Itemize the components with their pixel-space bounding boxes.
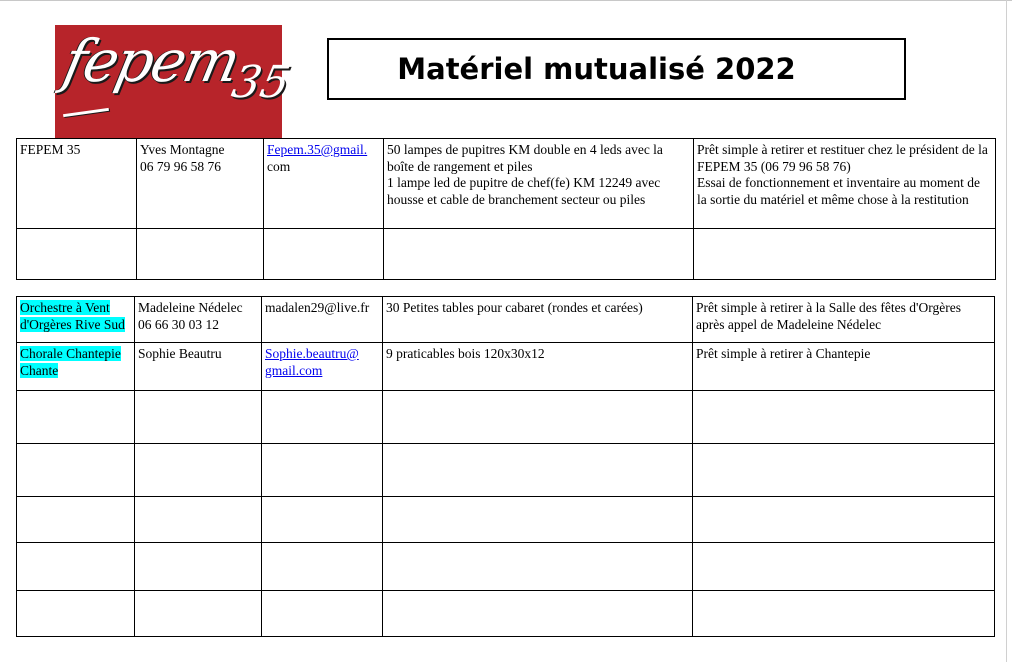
email-link[interactable]: Sophie.beautru@ xyxy=(265,346,359,361)
table-row-empty xyxy=(17,444,995,497)
email-link-continuation[interactable]: gmail.com xyxy=(265,362,323,378)
email-cell xyxy=(262,343,383,391)
material-cell xyxy=(383,343,693,391)
contact-name: Yves Montagne xyxy=(140,142,225,157)
org-name: FEPEM 35 xyxy=(20,142,81,157)
contact-name: Sophie Beautru xyxy=(138,346,222,361)
table-row xyxy=(17,297,995,343)
table-row xyxy=(17,343,995,391)
table-row-empty xyxy=(17,391,995,444)
org-cell xyxy=(17,297,135,343)
conditions-line: Essai de fonctionnement et inventaire au moment de la sortie du matériel et même chose à la restitution xyxy=(697,175,981,207)
contact-phone: 06 79 96 58 76 xyxy=(140,158,221,174)
conditions-line: Prêt simple à retirer et restituer chez le président de la FEPEM 35 (06 79 96 58 76) xyxy=(697,142,988,174)
material-cell xyxy=(383,297,693,343)
material-line: 50 lampes de pupitres KM double en 4 leds avec la boîte de rangement et piles xyxy=(387,142,663,174)
conditions-cell xyxy=(693,297,995,343)
table-row xyxy=(17,139,996,229)
email-cell xyxy=(264,139,384,229)
logo-number: 35 xyxy=(227,57,295,108)
title-box xyxy=(327,38,906,100)
table-row-empty xyxy=(17,229,996,280)
conditions-cell xyxy=(694,139,996,229)
email-text: madalen29@live.fr xyxy=(265,300,370,315)
email-cell xyxy=(262,297,383,343)
conditions-line: Prêt simple à retirer à Chantepie xyxy=(696,346,871,361)
material-line: 1 lampe led de pupitre de chef(fe) KM 12249 avec housse et cable de branchement secteur ou piles xyxy=(387,175,661,207)
page-title: Matériel mutualisé 2022 xyxy=(397,52,796,86)
conditions-line: Prêt simple à retirer à la Salle des fêtes d'Orgères après appel de Madeleine Nédelec xyxy=(696,300,961,332)
fepem-logo xyxy=(55,25,295,138)
table-row-empty xyxy=(17,543,995,591)
org-name: Chorale Chantepie Chante xyxy=(20,346,121,378)
logo-wordmark: fepem xyxy=(57,27,245,95)
org-cell xyxy=(17,343,135,391)
email-continuation: com xyxy=(267,158,291,174)
contact-name: Madeleine Nédelec xyxy=(138,300,243,315)
conditions-cell xyxy=(693,343,995,391)
org-name: Orchestre à Vent d'Orgères Rive Sud xyxy=(20,300,125,332)
table-row-empty xyxy=(17,591,995,637)
contact-cell xyxy=(135,297,262,343)
material-line: 9 praticables bois 120x30x12 xyxy=(386,346,545,361)
org-cell xyxy=(17,139,137,229)
table-row-empty xyxy=(17,497,995,543)
material-cell xyxy=(384,139,694,229)
material-line: 30 Petites tables pour cabaret (rondes et carées) xyxy=(386,300,643,315)
page-right-edge xyxy=(1006,0,1007,662)
contact-cell xyxy=(137,139,264,229)
page-top-border xyxy=(0,0,1012,1)
logo-brush-stroke xyxy=(63,108,109,117)
contact-phone: 06 66 30 03 12 xyxy=(138,316,219,332)
fepem-table xyxy=(16,138,996,280)
contact-cell xyxy=(135,343,262,391)
associations-table xyxy=(16,296,995,637)
email-link[interactable]: Fepem.35@gmail. xyxy=(267,142,368,157)
